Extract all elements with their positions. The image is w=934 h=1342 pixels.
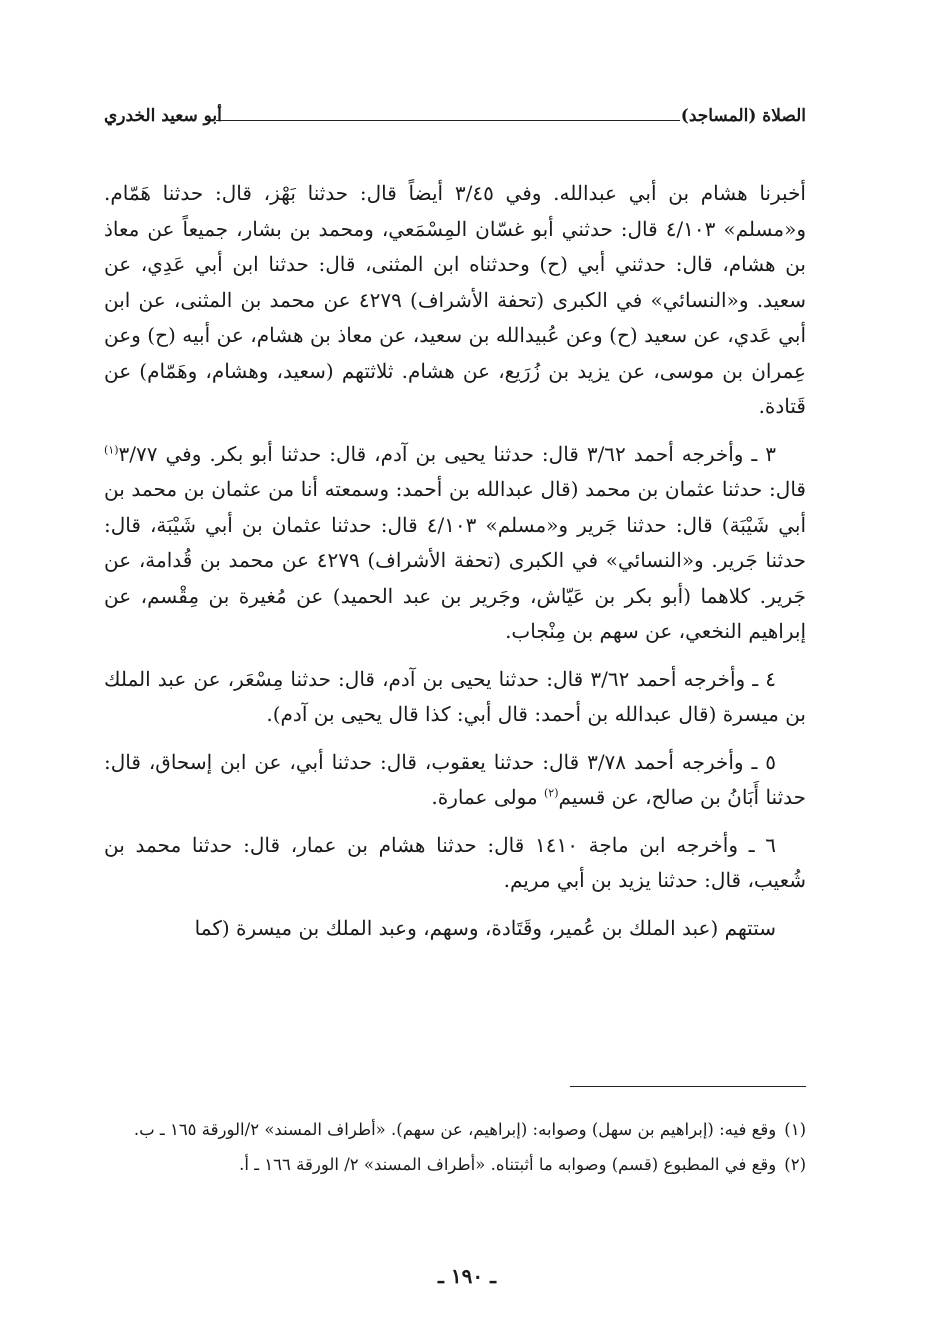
footnote-1-number: (١) — [784, 1120, 806, 1139]
page-number: ـ ١٩٠ ـ — [438, 1264, 496, 1288]
footnote-separator — [570, 1086, 806, 1087]
footnote-2-number: (٢) — [784, 1155, 806, 1174]
footnote-2 — [104, 1151, 806, 1178]
header-rule — [216, 120, 680, 121]
paragraph-1: أخبرنا هشام بن أبي عبدالله. وفي ٣/٤٥ أيضاً قال: حدثنا بَهْز، قال: حدثنا هَمّام. و«مسلم» ٤/١٠٣ قال: حدثني أبو غسّان المِسْمَعي، ومحمد بن بشار، جميعاً عن معاذ بن هشام، قال: حدثني أبي (ح) وحدثناه ابن المثنى، قال: حدثنا ابن أبي عَدِي، عن سعيد. و«النسائي» في الكبرى (تحفة الأشراف) ٤٢٧٩ عن محمد بن المثنى، عن ابن أبي عَدي، عن سعيد (ح) وعن عُبيدالله بن سعيد، عن معاذ بن هشام، عن أبيه (ح) وعن عِمران بن موسى، عن يزيد بن زُرَيع، عن هشام. ثلاثتهم (سعيد، وهشام، وهَمّام) عن قَتادة. — [104, 181, 806, 418]
paragraph-2-part-a: ٣ ـ وأخرجه أحمد ٣/٦٢ قال: حدثنا يحيى بن آدم، قال: حدثنا أبو بكر. وفي ٣/٧٧ — [118, 441, 776, 466]
paragraph-4-part-a: ٥ ـ وأخرجه أحمد ٣/٧٨ قال: حدثنا يعقوب، قال: حدثنا أبي، عن ابن إسحاق، قال: حدثنا أَبَانُ بن صالح، عن قسيم — [104, 749, 806, 809]
footnote-1-text: وقع فيه: (إبراهيم بن سهل) وصوابه: (إبراهيم، عن سهم). «أطراف المسند» ٢/الورقة ١٦٥ ـ ب. — [133, 1120, 777, 1139]
header-companion-name: أبو سعيد الخدري — [104, 106, 222, 126]
main-text — [104, 176, 806, 946]
paragraph-3: ٤ ـ وأخرجه أحمد ٣/٦٢ قال: حدثنا يحيى بن آدم، قال: حدثنا مِسْعَر، عن عبد الملك بن ميسرة (قال عبدالله بن أحمد: قال أبي: كذا قال يحيى بن آدم). — [104, 666, 806, 726]
footnote-ref-1[interactable]: (١) — [104, 442, 119, 456]
header-section-title: الصلاة (المساجد) — [680, 106, 806, 126]
paragraph-4-part-b: مولى عمارة. — [431, 785, 544, 809]
paragraph-2-part-b: قال: حدثنا عثمان بن محمد (قال عبدالله بن أحمد: وسمعته أنا من عثمان بن محمد بن أبي شَيْبَة) قال: حدثنا جَرير و«مسلم» ٤/١٠٣ قال: حدثنا عثمان بن أبي شَيْبَة، قال: حدثنا جَرير. و«النسائي» في الكبرى (تحفة الأشراف) ٤٢٧٩ عن محمد بن قُدامة، عن جَرير. كلاهما (أبو بكر بن عَيّاش، وجَرير بن عبد الحميد) عن مُغيرة بن مِقْسم، عن إبراهيم النخعي، عن سهم بن مِنْجاب. — [104, 477, 807, 643]
paragraph-5: ٦ ـ وأخرجه ابن ماجة ١٤١٠ قال: حدثنا هشام بن عمار، قال: حدثنا محمد بن شُعيب، قال: حدثنا يزيد بن أبي مريم. — [104, 832, 806, 892]
paragraph-4 — [104, 745, 806, 816]
footnotes — [104, 1116, 806, 1186]
footnote-ref-2[interactable]: (٢) — [544, 786, 559, 800]
running-header — [104, 106, 806, 134]
footnote-1 — [104, 1116, 806, 1143]
paragraph-2 — [104, 437, 806, 650]
footnote-2-text: وقع في المطبوع (قسم) وصوابه ما أثبتناه. «أطراف المسند» ٢/ الورقة ١٦٦ ـ أ. — [239, 1155, 777, 1174]
paragraph-6: ستتهم (عبد الملك بن عُمير، وقَتَادة، وسهم، وعبد الملك بن ميسرة (كما — [194, 915, 776, 940]
